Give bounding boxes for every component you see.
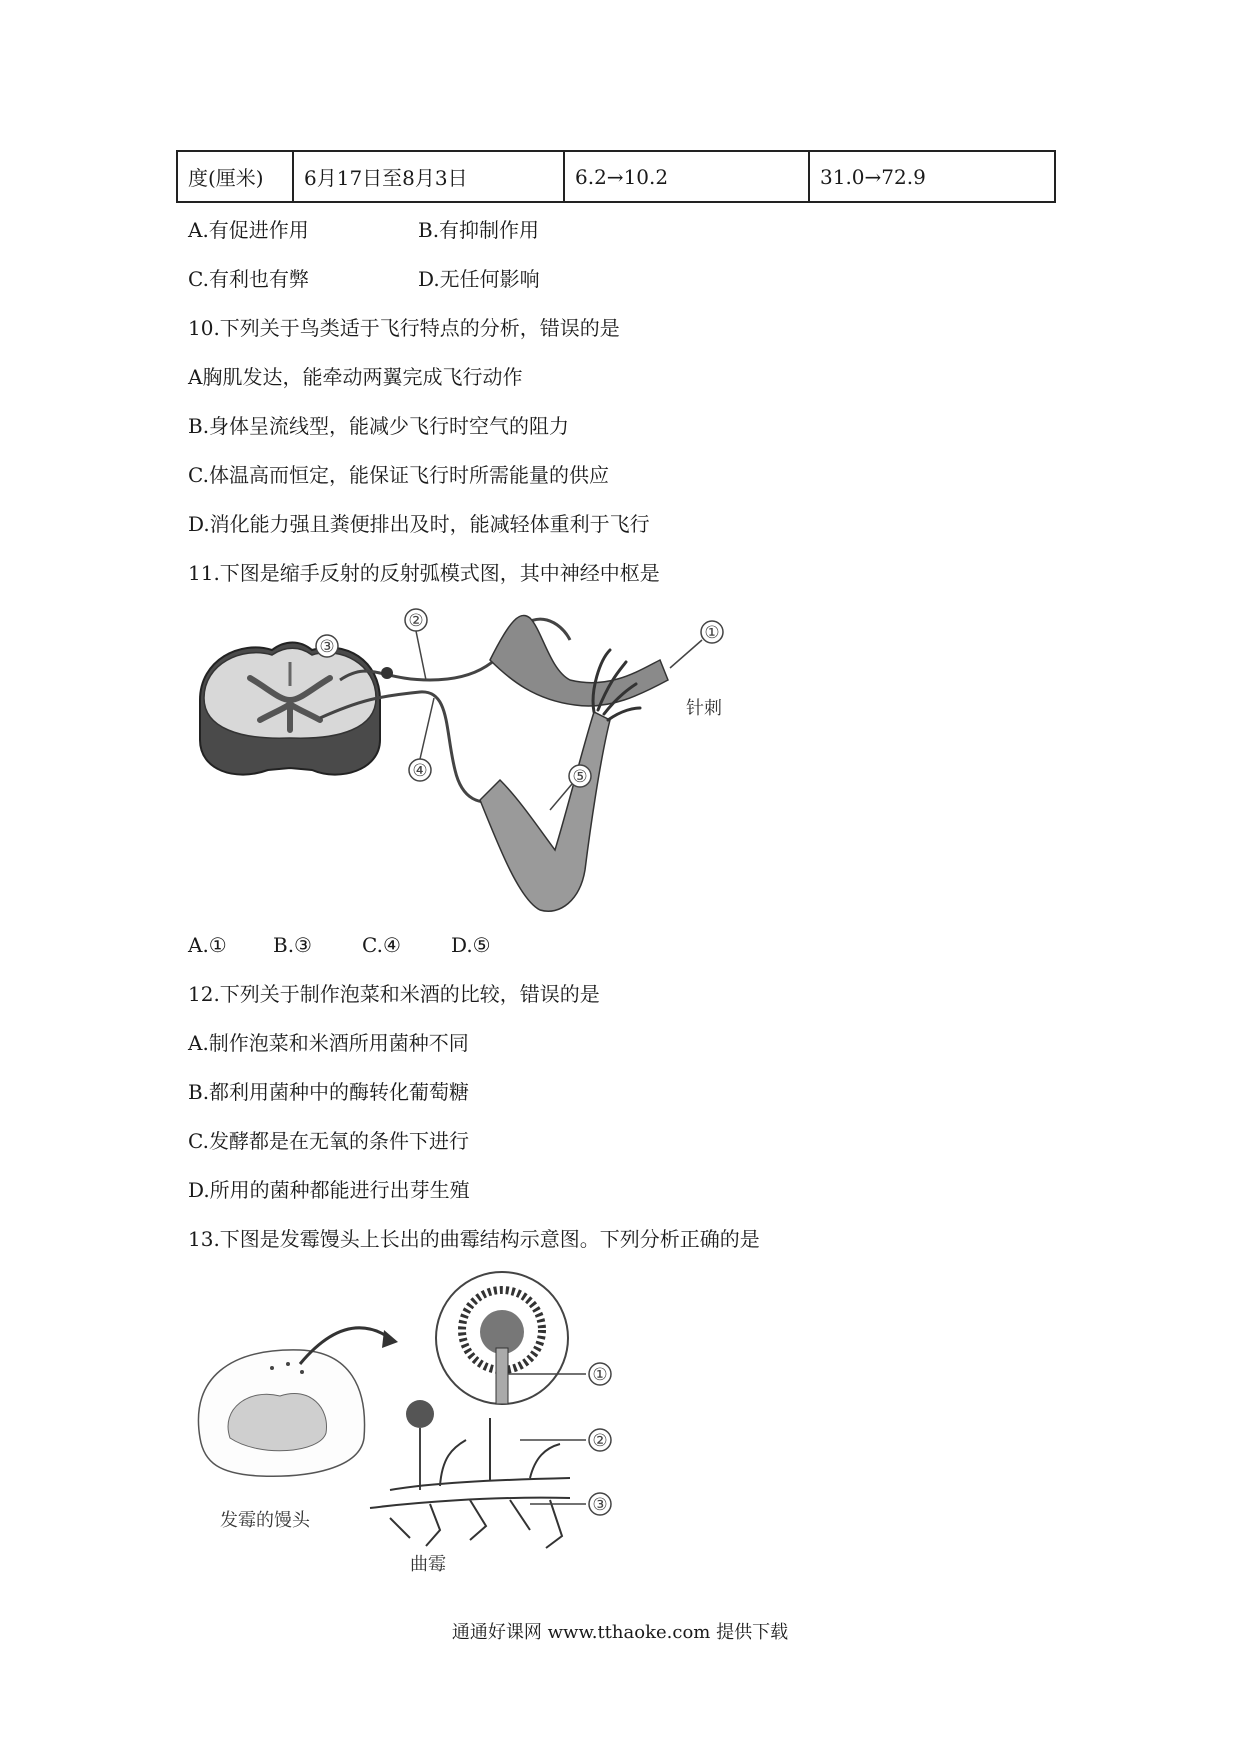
q9-option-d: D.无任何影响 <box>418 267 540 291</box>
label-circle-5 <box>569 765 591 787</box>
q11-option-b: B.③ <box>273 933 312 957</box>
q10-option-a: A胸肌发达，能牵动两翼完成飞行动作 <box>188 365 523 389</box>
reflex-arc-figure <box>190 600 770 920</box>
q9-option-a: A.有促进作用 <box>188 218 309 242</box>
bread-label: 发霉的馒头 <box>220 1510 310 1531</box>
q9-option-c: C.有利也有弊 <box>188 267 309 291</box>
label-circle-3 <box>589 1493 611 1515</box>
q12-option-c: C.发酵都是在无氧的条件下进行 <box>188 1129 469 1153</box>
table-cell-range-b: 31.0→72.9 <box>809 151 1055 202</box>
svg-text:②: ② <box>408 611 424 631</box>
spinal-cord-illustration <box>200 643 380 775</box>
label-circle-2 <box>405 609 427 631</box>
svg-text:②: ② <box>592 1431 608 1451</box>
label-circle-1 <box>701 621 723 643</box>
growth-table <box>176 150 1056 203</box>
q11-option-a: A.① <box>188 933 227 957</box>
aspergillus-figure <box>190 1268 650 1578</box>
svg-text:⑤: ⑤ <box>572 767 588 787</box>
q12-option-b: B.都利用菌种中的酶转化葡萄糖 <box>188 1080 470 1104</box>
label-circle-1 <box>589 1363 611 1385</box>
q9-option-b: B.有抑制作用 <box>418 218 540 242</box>
label-circle-3 <box>287 600 309 609</box>
q11-option-c: C.④ <box>362 933 401 957</box>
q10-option-b: B.身体呈流线型，能减少飞行时空气的阻力 <box>188 414 570 438</box>
svg-text:①: ① <box>592 1365 608 1385</box>
q12-stem: 12.下列关于制作泡菜和米酒的比较，错误的是 <box>188 982 600 1006</box>
q11-stem: 11.下图是缩手反射的反射弧模式图，其中神经中枢是 <box>188 561 660 585</box>
q12-option-a: A.制作泡菜和米酒所用菌种不同 <box>188 1031 469 1055</box>
svg-text:④: ④ <box>412 761 428 781</box>
label-circle-4 <box>409 759 431 781</box>
table-cell-range-a: 6.2→10.2 <box>564 151 809 202</box>
q13-stem: 13.下图是发霉馒头上长出的曲霉结构示意图。下列分析正确的是 <box>188 1227 760 1251</box>
q10-stem: 10.下列关于鸟类适于飞行特点的分析，错误的是 <box>188 316 620 340</box>
q11-option-d: D.⑤ <box>451 933 491 957</box>
svg-text:③: ③ <box>592 1495 608 1515</box>
mold-label: 曲霉 <box>410 1554 446 1575</box>
svg-text:③: ③ <box>319 637 335 657</box>
table-cell-dates: 6月17日至8月3日 <box>293 151 564 202</box>
svg-text:①: ① <box>704 623 720 643</box>
page-footer: 通通好课网 www.tthaoke.com 提供下载 <box>451 1622 789 1643</box>
table-cell-label: 度(厘米) <box>177 151 293 202</box>
label-circle-2 <box>589 1429 611 1451</box>
table-row <box>177 151 1055 202</box>
needle-label: 针刺 <box>686 698 722 719</box>
q10-option-d: D.消化能力强且粪便排出及时，能减轻体重利于飞行 <box>188 512 650 536</box>
q10-option-c: C.体温高而恒定，能保证飞行时所需能量的供应 <box>188 463 609 487</box>
label-circle-3-overlay <box>312 631 342 661</box>
moldy-bread-illustration <box>198 1350 364 1476</box>
q12-option-d: D.所用的菌种都能进行出芽生殖 <box>188 1178 470 1202</box>
